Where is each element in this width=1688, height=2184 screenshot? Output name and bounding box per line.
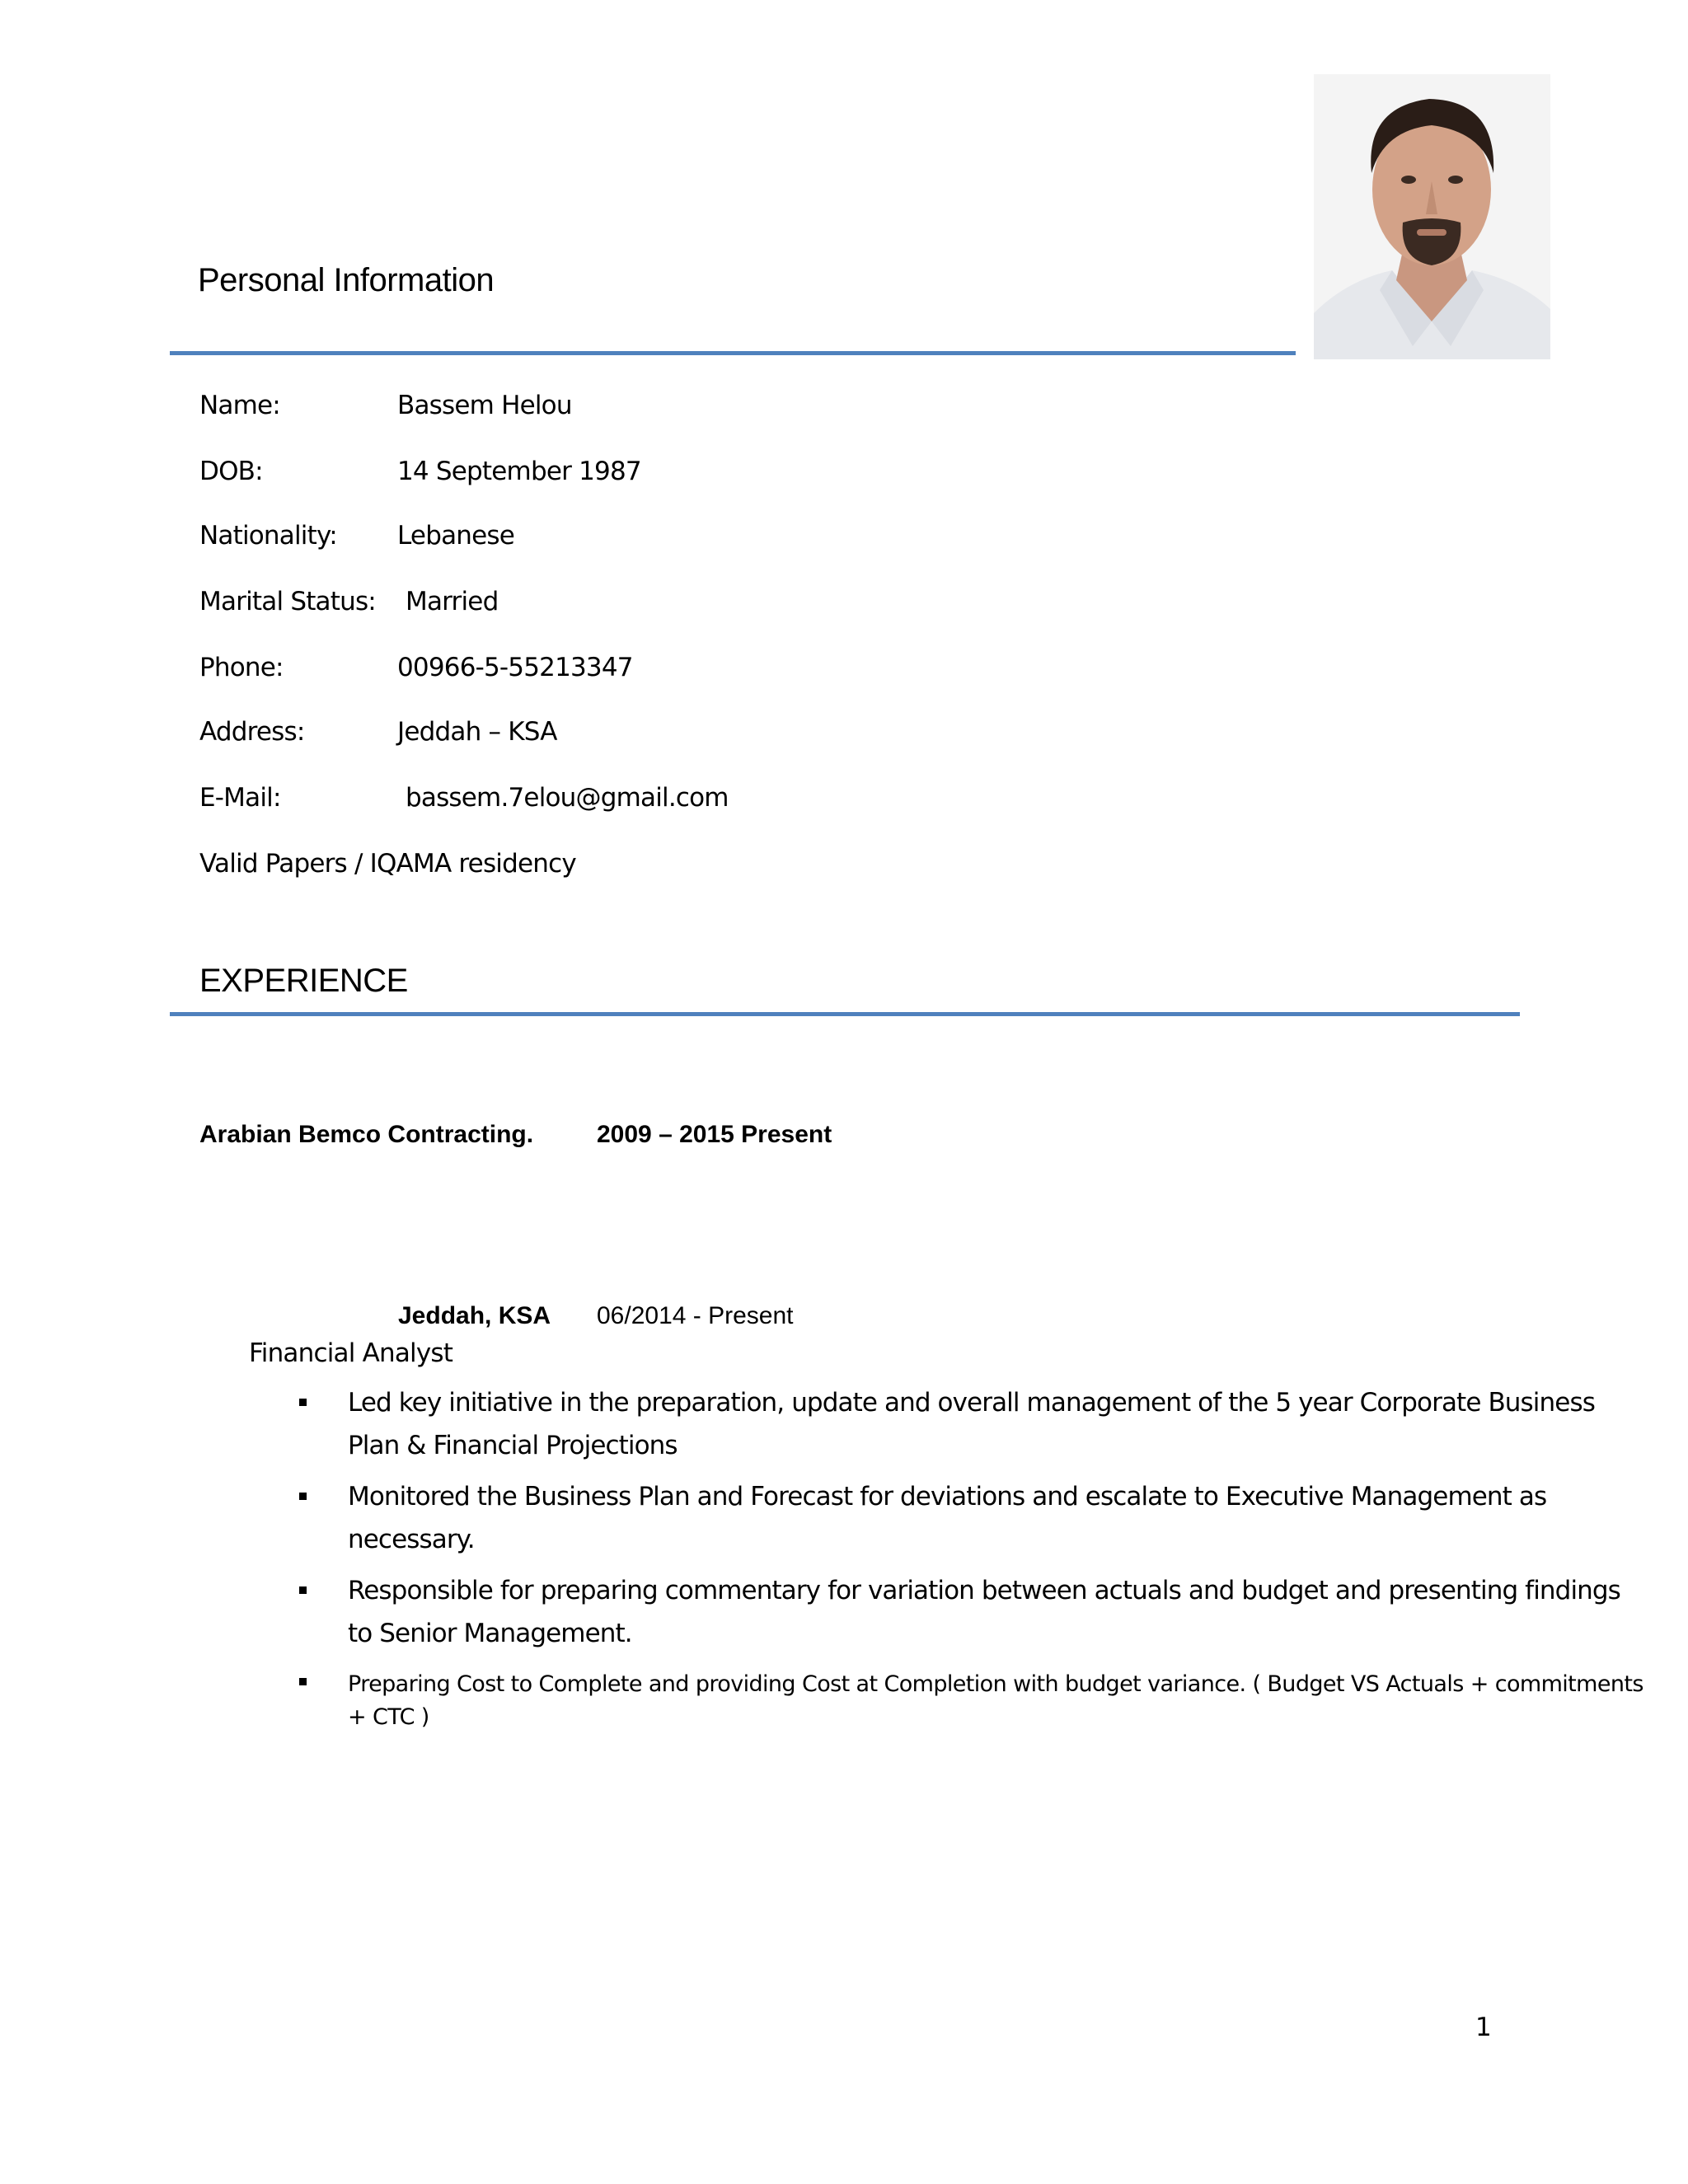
address-value: Jeddah – KSA: [397, 717, 557, 747]
company-period: 2009 – 2015 Present: [597, 1121, 832, 1148]
bullet-marker: [299, 1399, 307, 1406]
name-label: Name:: [199, 391, 280, 420]
marital-status-label: Marital Status:: [199, 587, 376, 616]
page-number: 1: [1475, 2013, 1492, 2042]
valid-papers-line: Valid Papers / IQAMA residency: [199, 849, 576, 879]
address-label: Address:: [199, 717, 305, 747]
list-item: Led key initiative in the preparation, update and overall management of the 5 year Corporate Business Plan & Financial Projections: [348, 1388, 1595, 1460]
name-value: Bassem Helou: [397, 391, 572, 420]
bullet-marker: [299, 1586, 307, 1594]
email-value[interactable]: bassem.7elou@gmail.com: [406, 783, 729, 813]
phone-label: Phone:: [199, 653, 284, 682]
personal-info-heading: Personal Information: [198, 262, 495, 298]
bullet-marker: [299, 1493, 307, 1500]
bullet-marker: [299, 1678, 307, 1685]
experience-heading: EXPERIENCE: [199, 963, 408, 999]
marital-status-value: Married: [406, 587, 499, 616]
list-item: Responsible for preparing commentary for variation between actuals and budget and presenting findings to Senior Management.: [348, 1576, 1620, 1648]
dob-label: DOB:: [199, 457, 263, 486]
nationality-label: Nationality:: [199, 521, 337, 551]
dob-value: 14 September 1987: [397, 457, 641, 486]
job-title: Financial Analyst: [249, 1338, 453, 1368]
job-location: Jeddah, KSA: [398, 1302, 551, 1329]
list-item: Preparing Cost to Complete and providing Cost at Completion with budget variance. ( Budget VS Actuals + commitments + CTC ): [348, 1671, 1643, 1730]
email-label: E-Mail:: [199, 783, 281, 813]
profile-photo-illustration: [1314, 74, 1550, 359]
personal-info-divider: [170, 351, 1296, 355]
job-period: 06/2014 - Present: [597, 1302, 794, 1329]
profile-photo: [1314, 74, 1550, 359]
experience-divider: [170, 1012, 1520, 1016]
company-name: Arabian Bemco Contracting.: [199, 1121, 534, 1148]
list-item: Monitored the Business Plan and Forecast for deviations and escalate to Executive Management as necessary.: [348, 1482, 1547, 1554]
phone-value: 00966-5-55213347: [397, 653, 633, 682]
nationality-value: Lebanese: [397, 521, 515, 551]
